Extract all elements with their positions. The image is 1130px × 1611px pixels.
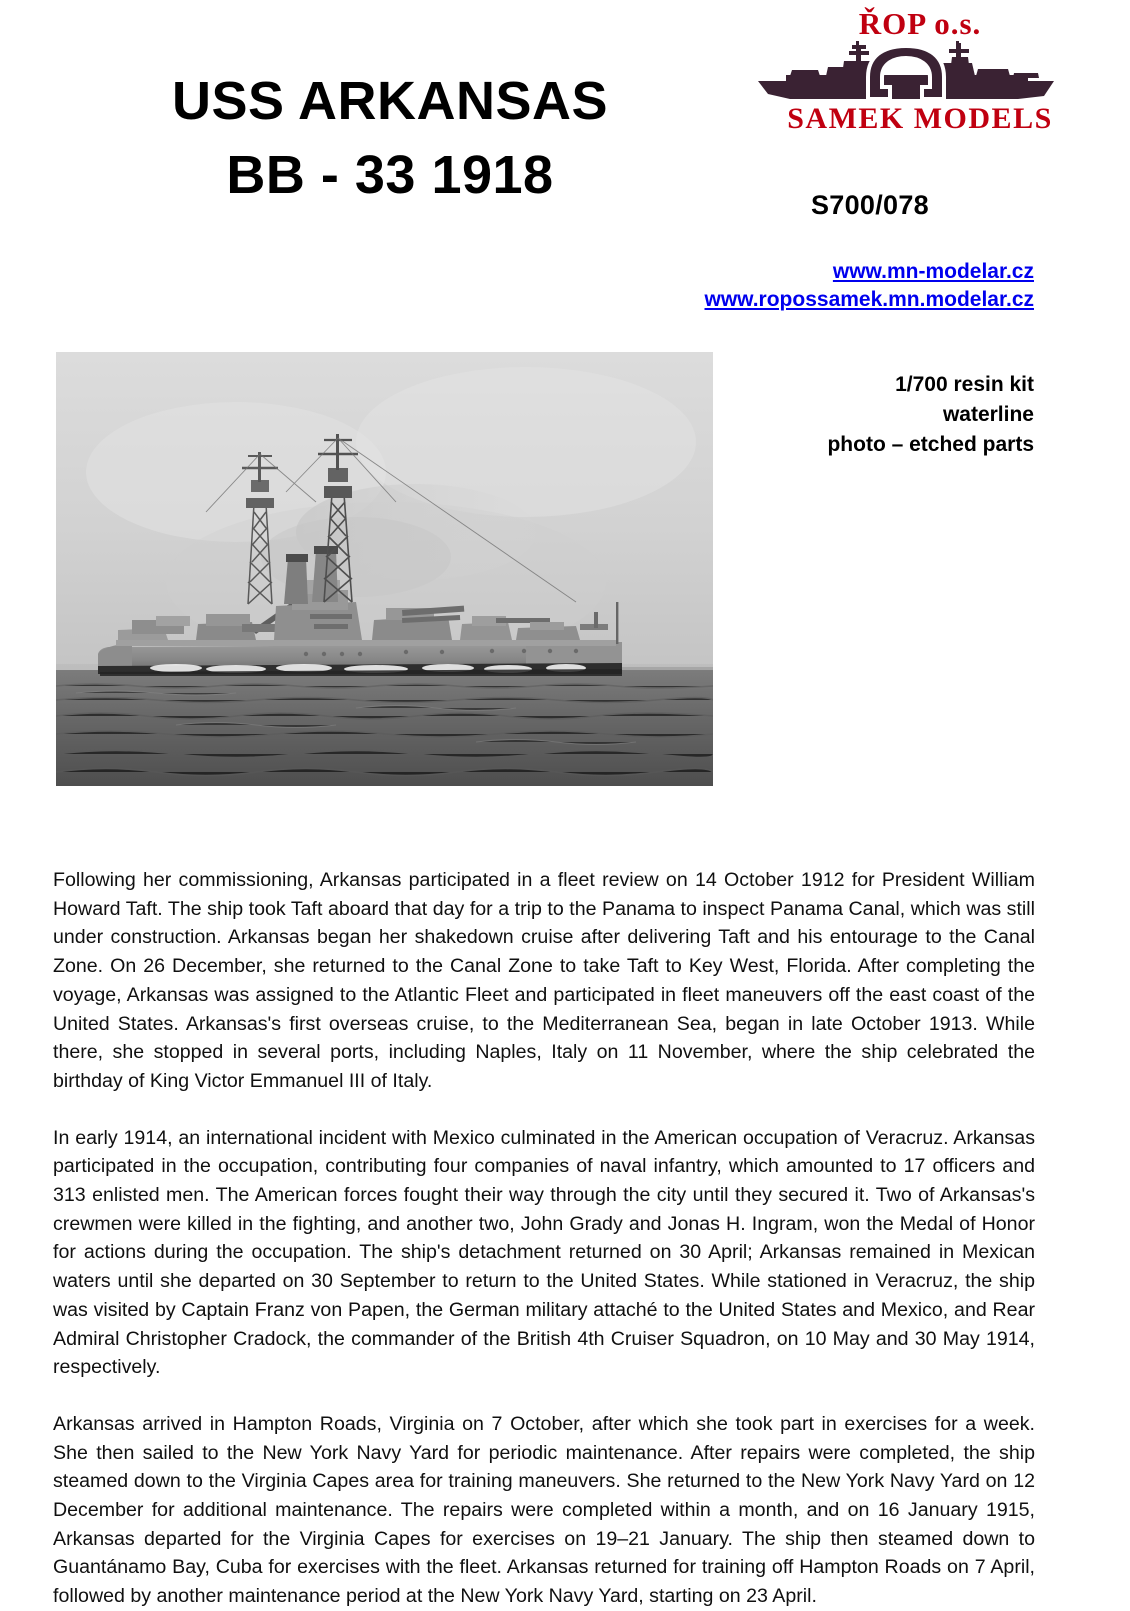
paragraph-2: In early 1914, an international incident with Mexico culminated in the American occupation of Veracruz. Arkansas participated in the occupation, contributing four companies of naval infantry, which amounted to 17 officers and 313 enlisted men. The American forces fought their way through the city until they secured it. Two of Arkansas's crewmen were killed in the fighting, and another two, John Grady and Jonas H. Ingram, won the Medal of Honor for actions during the occupation. The ship's detachment returned on 30 April; Arkansas remained in Mexican waters until she departed on 30 September to return to the United States. While stationed in Veracruz, the ship was visited by Captain Franz von Papen, the German military attaché to the United States and Mexico, and Rear Admiral Christopher Cradock, the commander of the British 4th Cruiser Squadron, on 10 May and 30 May 1914, respectively. [53, 1126, 1035, 1379]
spec-scale-type: 1/700 resin kit [895, 373, 1034, 396]
battleship-omega-icon [756, 41, 1056, 103]
logo-bottom-text: SAMEK MODELS [787, 102, 1053, 135]
link-mn-modelar[interactable]: www.mn-modelar.cz [832, 260, 1034, 283]
spec-photoetched: photo – etched parts [827, 432, 1034, 456]
title-hull-year: BB - 33 1918 [226, 145, 554, 206]
page-title [60, 72, 720, 205]
brand-logo [770, 8, 1070, 134]
battleship-photo [56, 352, 713, 786]
website-links [434, 258, 1034, 314]
kit-code: S700/078 [810, 190, 929, 220]
document-header [0, 0, 1130, 456]
title-ship-name: USS ARKANSAS [171, 71, 609, 131]
paragraph-3: Arkansas arrived in Hampton Roads, Virginia on 7 October, after which she took part in exercises for a week. She then sailed to the New York Navy Yard for periodic maintenance. After repairs were completed, the ship steamed down to the Virginia Capes area for training maneuvers. She returned to the New York Navy Yard on 12 December for additional maintenance. The repairs were completed within a month, and on 16 January 1915, Arkansas departed for the Virginia Capes for exercises on 19–21 January. The ship then steamed down to Guantánamo Bay, Cuba for exercises with the fleet. Arkansas returned for training off Hampton Roads on 7 April, followed by another maintenance period at the New York Navy Yard, starting on 23 April. [53, 1412, 1035, 1608]
article-body [53, 866, 1035, 1611]
paragraph-1: Following her commissioning, Arkansas participated in a fleet review on 14 October 1912 for President William Howard Taft. The ship took Taft aboard that day for a trip to the Panama to inspect Panama Canal, which was still under construction. Arkansas began her shakedown cruise after delivering Taft and his entourage to the Canal Zone. On 26 December, she returned to the Canal Zone to take Taft to Key West, Florida. After completing the voyage, Arkansas was assigned to the Atlantic Fleet and participated in fleet maneuvers off the east coast of the United States. Arkansas's first overseas cruise, to the Mediterranean Sea, began in late October 1913. While there, she stopped in several ports, including Naples, Italy on 11 November, where the ship celebrated the birthday of King Victor Emmanuel III of Italy. [53, 869, 1035, 1092]
spec-waterline: waterline [942, 402, 1034, 426]
logo-top-text: ŘOP o.s. [858, 6, 982, 41]
link-ropossamek[interactable]: www.ropossamek.mn.modelar.cz [704, 287, 1034, 311]
